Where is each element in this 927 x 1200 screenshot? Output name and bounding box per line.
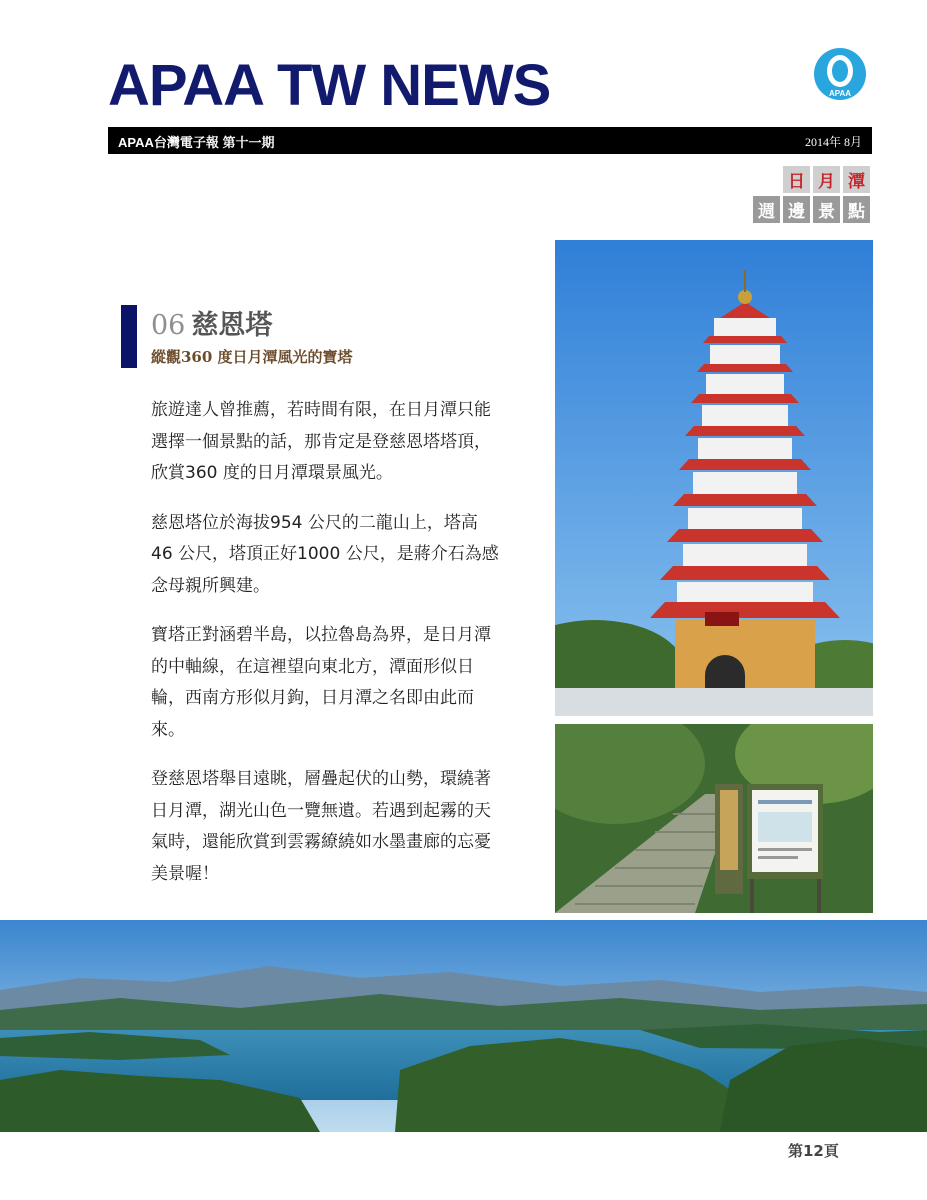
pagoda-photo [555, 240, 873, 716]
article-body [151, 395, 499, 908]
page-number: 第12頁 [788, 1142, 839, 1160]
section-title [151, 303, 272, 342]
paragraph: 寶塔正對涵碧半島，以拉魯島為界，是日月潭的中軸線，在這裡望向東北方，潭面形似日輪，西南方形似月鉤，日月潭之名即由此而來。 [151, 625, 491, 740]
tag-char: 月 [813, 166, 840, 193]
section-accent-bar [121, 305, 137, 368]
masthead-title: APAA TW NEWS [108, 53, 551, 118]
tag-row-lake [783, 166, 870, 193]
trail-photo [555, 724, 873, 913]
tag-char: 邊 [783, 196, 810, 223]
section-number: 06 [151, 310, 186, 341]
tag-char: 日 [783, 166, 810, 193]
section-subtitle: 縱觀360 度日月潭風光的寶塔 [151, 348, 353, 366]
paragraph: 慈恩塔位於海拔954 公尺的二龍山上，塔高46 公尺，塔頂正好1000 公尺，是蔣介石為感念母親所興建。 [151, 512, 499, 596]
svg-text:APAA: APAA [828, 89, 852, 98]
tag-char: 景 [813, 196, 840, 223]
issue-label: APAA台灣電子報 第十一期 [118, 135, 275, 150]
lake-panorama-photo [0, 920, 927, 1132]
tag-char: 點 [843, 196, 870, 223]
apaa-logo [812, 46, 868, 102]
paragraph: 登慈恩塔舉目遠眺，層疊起伏的山勢，環繞著日月潭，湖光山色一覽無遺。若遇到起霧的天氣時，還能欣賞到雲霧繚繞如水墨畫廊的忘憂美景喔！ [151, 769, 491, 884]
issue-date: 2014年 8月 [804, 135, 862, 149]
tag-row-spots [753, 196, 870, 223]
tag-char: 潭 [843, 166, 870, 193]
issue-band [108, 127, 872, 154]
paragraph: 旅遊達人曾推薦，若時間有限，在日月潭只能選擇一個景點的話，那肯定是登慈恩塔塔頂，欣賞360 度的日月潭環景風光。 [151, 400, 491, 483]
section-name: 慈恩塔 [191, 310, 273, 341]
tag-char: 週 [753, 196, 780, 223]
